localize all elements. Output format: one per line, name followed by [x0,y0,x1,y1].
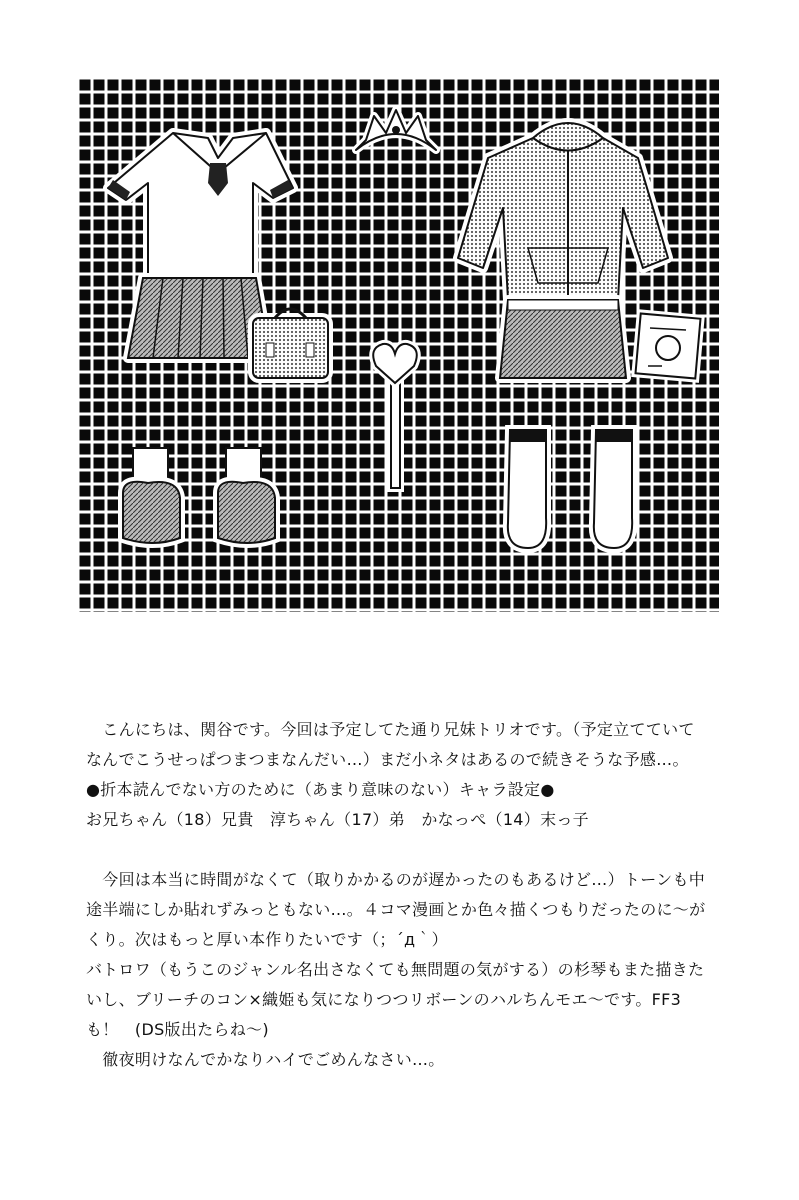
character-list: お兄ちゃん（18）兄貴 淳ちゃん（17）弟 かなっぺ（14）末っ子 [86,810,589,829]
illustration [78,78,719,612]
character-heading: ●折本読んでない方のために（あまり意味のない）キャラ設定● [86,780,555,799]
paragraph-2-line-1: 今回は本当に時間がなくて（取りかかるのが遅かったのもあるけど…）トーンも中 [86,870,706,889]
paragraph-3-line-3: も！ (DS版出たらね～) [86,1020,269,1039]
spacer [86,835,726,865]
paragraph-3-line-2: いし、ブリーチのコン×織姫も気になりつつリボーンのハルちんモエ～です。FF3 [86,990,682,1009]
school-bag [253,309,328,378]
paragraph-3-line-1: バトロワ（もうこのジャンル名出さなくても無問題の気がする）の杉琴もまた描きた [86,960,705,979]
paragraph-1-line-2: なんでこうせっぱつまつまなんだい…）まだ小ネタはあるので続きそうな予感…。 [86,750,689,769]
paragraph-4-line-1: 徹夜明けなんでかなりハイでごめんなさい…。 [86,1050,445,1069]
paragraph-2-line-2: 途半端にしか貼れずみっともない…。４コマ漫画とか色々描くつもりだったのに～が [86,900,706,919]
sticker-card [635,313,700,378]
paragraph-2-line-3: くり。次はもっと厚い本作りたいです（；´д｀） [86,930,448,949]
paragraph-1-line-1: こんにちは、関谷です。今回は予定してた通り兄妹トリオです。（予定立てていて [86,720,695,739]
afterword-text [86,715,726,1075]
denim-skirt [500,300,626,378]
